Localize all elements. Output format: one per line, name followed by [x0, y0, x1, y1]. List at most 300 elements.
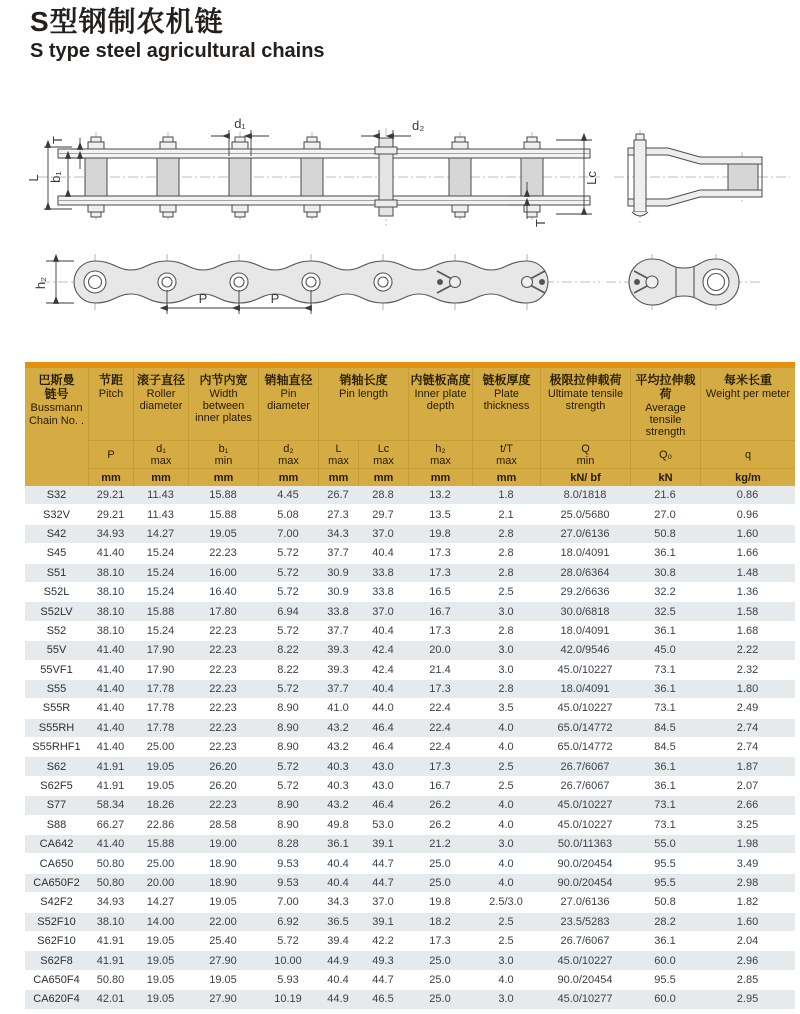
symbol: Q	[581, 442, 590, 455]
header-group-en: Inner plate depth	[414, 388, 467, 412]
header-symbol	[88, 440, 133, 468]
cell-q: 45.0/10227	[540, 699, 630, 718]
cell-d2: 8.90	[258, 719, 318, 738]
cell-t: 4.0	[472, 738, 540, 757]
cell-lc: 33.8	[358, 564, 408, 583]
cell-w: 1.82	[700, 893, 795, 912]
cell-b1: 28.58	[188, 816, 258, 835]
cell-d1: 22.86	[133, 816, 188, 835]
cell-t: 4.0	[472, 854, 540, 873]
header-group	[472, 368, 540, 440]
cell-no: S55	[25, 680, 88, 699]
cell-h2: 17.3	[408, 680, 472, 699]
header-unit: mm	[88, 468, 133, 486]
cell-d2: 5.08	[258, 505, 318, 524]
cell-q0: 60.0	[630, 951, 700, 970]
cell-b1: 15.88	[188, 505, 258, 524]
table-header	[25, 368, 795, 486]
header-group	[258, 368, 318, 440]
cell-lc: 42.2	[358, 932, 408, 951]
cell-q0: 36.1	[630, 544, 700, 563]
header-symbol	[318, 440, 358, 468]
cell-d2: 8.90	[258, 738, 318, 757]
cell-t: 2.8	[472, 680, 540, 699]
header-group	[540, 368, 630, 440]
cell-q0: 73.1	[630, 796, 700, 815]
cell-no: S55RHF1	[25, 738, 88, 757]
cell-q0: 95.5	[630, 971, 700, 990]
cell-q0: 28.2	[630, 913, 700, 932]
symbol-qualifier: max	[278, 454, 299, 467]
header-group-zh: 平均拉伸载荷	[635, 373, 696, 401]
header-group-zh: 节距	[98, 373, 123, 387]
cell-b1: 16.00	[188, 564, 258, 583]
cell-b1: 19.00	[188, 835, 258, 854]
cell-b1: 22.23	[188, 796, 258, 815]
cell-q: 45.0/10227	[540, 796, 630, 815]
offset-link-plan-view	[606, 254, 762, 310]
cell-b1: 18.90	[188, 854, 258, 873]
cell-q: 45.0/10227	[540, 951, 630, 970]
cell-d2: 8.90	[258, 796, 318, 815]
cell-t: 2.8	[472, 544, 540, 563]
table-row	[25, 486, 795, 505]
cell-w: 2.49	[700, 699, 795, 718]
cell-h2: 13.5	[408, 505, 472, 524]
cell-b1: 22.23	[188, 738, 258, 757]
cell-t: 4.0	[472, 874, 540, 893]
header-group-zh: 销轴直径	[264, 373, 313, 387]
cell-l: 39.3	[318, 641, 358, 660]
cell-q0: 84.5	[630, 738, 700, 757]
cell-lc: 44.7	[358, 854, 408, 873]
dim-label-b1: b₁	[48, 171, 63, 183]
cell-l: 26.7	[318, 486, 358, 505]
cell-b1: 27.90	[188, 990, 258, 1009]
cell-w: 2.95	[700, 990, 795, 1009]
cell-w: 1.36	[700, 583, 795, 602]
cell-h2: 13.2	[408, 486, 472, 505]
cell-l: 44.9	[318, 990, 358, 1009]
cell-w: 0.96	[700, 505, 795, 524]
table-row	[25, 893, 795, 912]
cell-w: 2.74	[700, 719, 795, 738]
cell-l: 40.4	[318, 971, 358, 990]
cell-w: 2.74	[700, 738, 795, 757]
cell-no: 55VF1	[25, 661, 88, 680]
cell-lc: 44.0	[358, 699, 408, 718]
cell-q: 90.0/20454	[540, 854, 630, 873]
header-group	[630, 368, 700, 440]
header-group	[700, 368, 795, 440]
table-row	[25, 738, 795, 757]
cell-w: 2.66	[700, 796, 795, 815]
header-unit: mm	[188, 468, 258, 486]
header-names-row	[25, 368, 795, 440]
cell-b1: 18.90	[188, 874, 258, 893]
cell-h2: 22.4	[408, 699, 472, 718]
header-unit: kN/ bf	[540, 468, 630, 486]
cell-w: 1.60	[700, 913, 795, 932]
header-group-zh: 内链板高度	[410, 373, 471, 387]
header-unit: mm	[358, 468, 408, 486]
cell-d2: 8.28	[258, 835, 318, 854]
cell-d1: 19.05	[133, 990, 188, 1009]
cell-lc: 40.4	[358, 622, 408, 641]
cell-l: 33.8	[318, 602, 358, 621]
cell-p: 41.91	[88, 951, 133, 970]
cell-t: 4.0	[472, 796, 540, 815]
cell-w: 3.49	[700, 854, 795, 873]
cell-b1: 22.23	[188, 680, 258, 699]
cell-h2: 25.0	[408, 990, 472, 1009]
chain-technical-drawing	[0, 100, 800, 355]
symbol-qualifier: max	[150, 454, 172, 467]
table-row	[25, 757, 795, 776]
cell-d2: 8.90	[258, 699, 318, 718]
header-group-zh: 极限拉伸载荷	[549, 373, 622, 387]
cell-no: CA642	[25, 835, 88, 854]
header-group-en: Average tensile strength	[645, 402, 686, 438]
cell-d2: 5.72	[258, 622, 318, 641]
cell-q0: 27.0	[630, 505, 700, 524]
cell-t: 3.5	[472, 699, 540, 718]
header-unit: mm	[408, 468, 472, 486]
cell-p: 38.10	[88, 622, 133, 641]
cell-d2: 4.45	[258, 486, 318, 505]
header-chain-no-zh: 链号	[44, 387, 69, 401]
cell-t: 1.8	[472, 486, 540, 505]
header-group-en: Weight per meter	[705, 388, 791, 400]
header-group-en: Plate thickness	[483, 388, 530, 412]
cell-q0: 36.1	[630, 932, 700, 951]
cell-q: 29.2/6636	[540, 583, 630, 602]
cell-no: S42F2	[25, 893, 88, 912]
cell-q0: 32.5	[630, 602, 700, 621]
cell-q0: 95.5	[630, 854, 700, 873]
header-symbol	[133, 440, 188, 468]
symbol-qualifier: max	[373, 454, 394, 467]
cell-d1: 15.24	[133, 622, 188, 641]
symbol: b₁	[218, 442, 229, 455]
cell-w: 3.25	[700, 816, 795, 835]
cell-h2: 26.2	[408, 816, 472, 835]
cell-d1: 15.88	[133, 602, 188, 621]
cell-h2: 17.3	[408, 564, 472, 583]
cell-no: S52L	[25, 583, 88, 602]
header-group	[318, 368, 408, 440]
cell-h2: 20.0	[408, 641, 472, 660]
cell-q: 45.0/10227	[540, 816, 630, 835]
header-group-zh: 滚子直径	[136, 373, 185, 387]
table-row	[25, 951, 795, 970]
header-group	[88, 368, 133, 440]
dim-label-L: L	[26, 174, 41, 182]
cell-q0: 95.5	[630, 874, 700, 893]
cell-h2: 26.2	[408, 796, 472, 815]
chain-plan-view	[40, 254, 600, 310]
cell-p: 38.10	[88, 564, 133, 583]
cell-w: 1.60	[700, 525, 795, 544]
header-symbols-row	[25, 440, 795, 468]
cell-no: CA650F4	[25, 971, 88, 990]
cell-l: 37.7	[318, 544, 358, 563]
table-row	[25, 583, 795, 602]
cell-h2: 19.8	[408, 893, 472, 912]
header-group-zh: 链板厚度	[482, 373, 531, 387]
cell-p: 38.10	[88, 602, 133, 621]
cell-d1: 19.05	[133, 757, 188, 776]
symbol-qualifier: max	[496, 454, 517, 467]
cell-no: S52F10	[25, 913, 88, 932]
cell-q: 45.0/10227	[540, 661, 630, 680]
cell-l: 30.9	[318, 583, 358, 602]
table-row	[25, 699, 795, 718]
cell-w: 2.96	[700, 951, 795, 970]
cell-h2: 25.0	[408, 874, 472, 893]
cell-p: 66.27	[88, 816, 133, 835]
header-group-zh: 每米长重	[723, 373, 772, 387]
cell-no: S77	[25, 796, 88, 815]
offset-link-side-view	[614, 130, 790, 224]
cell-l: 27.3	[318, 505, 358, 524]
cell-w: 1.66	[700, 544, 795, 563]
cell-d2: 6.92	[258, 913, 318, 932]
cell-h2: 17.3	[408, 757, 472, 776]
cell-b1: 15.88	[188, 486, 258, 505]
cell-lc: 53.0	[358, 816, 408, 835]
header-chain-no-en: Chain No. .	[28, 415, 85, 427]
table-row	[25, 564, 795, 583]
cell-w: 2.07	[700, 777, 795, 796]
cell-l: 40.4	[318, 854, 358, 873]
cell-q0: 50.8	[630, 525, 700, 544]
cell-h2: 16.7	[408, 777, 472, 796]
cell-q: 23.5/5283	[540, 913, 630, 932]
header-unit: mm	[472, 468, 540, 486]
cell-l: 40.3	[318, 757, 358, 776]
cell-l: 34.3	[318, 893, 358, 912]
cell-d2: 5.72	[258, 680, 318, 699]
cell-w: 0.86	[700, 486, 795, 505]
cell-lc: 46.4	[358, 738, 408, 757]
cell-d1: 19.05	[133, 971, 188, 990]
cell-b1: 22.23	[188, 622, 258, 641]
cell-p: 50.80	[88, 971, 133, 990]
cell-b1: 16.40	[188, 583, 258, 602]
symbol-qualifier: min	[214, 454, 233, 467]
cell-l: 43.2	[318, 738, 358, 757]
cell-d2: 9.53	[258, 874, 318, 893]
chain-spec-table	[25, 368, 795, 1010]
cell-lc: 40.4	[358, 544, 408, 563]
cell-b1: 22.23	[188, 544, 258, 563]
cell-q: 25.0/5680	[540, 505, 630, 524]
cell-q: 42.0/9546	[540, 641, 630, 660]
cell-d2: 7.00	[258, 893, 318, 912]
dim-label-P2: P	[270, 291, 280, 306]
cell-w: 1.98	[700, 835, 795, 854]
header-symbol	[472, 440, 540, 468]
cell-h2: 22.4	[408, 738, 472, 757]
table-row	[25, 796, 795, 815]
cell-q0: 36.1	[630, 680, 700, 699]
cell-d1: 19.05	[133, 932, 188, 951]
cell-t: 4.0	[472, 719, 540, 738]
symbol: L	[335, 442, 342, 455]
cell-p: 58.34	[88, 796, 133, 815]
cell-lc: 43.0	[358, 757, 408, 776]
cell-lc: 44.7	[358, 971, 408, 990]
cell-b1: 19.05	[188, 893, 258, 912]
cell-no: S52LV	[25, 602, 88, 621]
cell-d2: 5.72	[258, 932, 318, 951]
cell-h2: 22.4	[408, 719, 472, 738]
dim-label-h2: h₂	[33, 276, 48, 290]
cell-p: 29.21	[88, 505, 133, 524]
dim-label-T-bottom: T	[533, 219, 548, 227]
cell-l: 49.8	[318, 816, 358, 835]
cell-h2: 16.5	[408, 583, 472, 602]
cell-no: S62F10	[25, 932, 88, 951]
cell-l: 43.2	[318, 796, 358, 815]
table-row	[25, 622, 795, 641]
header-group-en: Pin length	[339, 388, 388, 400]
cell-q0: 50.8	[630, 893, 700, 912]
cell-p: 41.40	[88, 699, 133, 718]
cell-lc: 37.0	[358, 525, 408, 544]
symbol: d₁	[156, 442, 166, 455]
table-body	[25, 486, 795, 1010]
table-row	[25, 719, 795, 738]
table-row	[25, 661, 795, 680]
cell-lc: 37.0	[358, 602, 408, 621]
table-row	[25, 990, 795, 1009]
cell-no: CA650	[25, 854, 88, 873]
cell-p: 41.40	[88, 544, 133, 563]
cell-no: S88	[25, 816, 88, 835]
cell-lc: 29.7	[358, 505, 408, 524]
cell-d2: 7.00	[258, 525, 318, 544]
cell-d1: 14.27	[133, 525, 188, 544]
cell-l: 37.7	[318, 680, 358, 699]
cell-b1: 22.23	[188, 641, 258, 660]
cell-q: 65.0/14772	[540, 738, 630, 757]
cell-w: 2.22	[700, 641, 795, 660]
dim-label-P1: P	[198, 291, 208, 306]
header-group-zh: 销轴长度	[339, 373, 388, 387]
cell-lc: 42.4	[358, 641, 408, 660]
cell-q: 27.0/6136	[540, 893, 630, 912]
cell-d1: 19.05	[133, 951, 188, 970]
cell-b1: 22.00	[188, 913, 258, 932]
cell-p: 50.80	[88, 874, 133, 893]
cell-h2: 25.0	[408, 854, 472, 873]
cell-t: 2.5	[472, 757, 540, 776]
cell-h2: 17.3	[408, 622, 472, 641]
cell-no: S55RH	[25, 719, 88, 738]
cell-p: 41.40	[88, 738, 133, 757]
cell-q0: 21.6	[630, 486, 700, 505]
cell-p: 41.91	[88, 932, 133, 951]
cell-no: CA650F2	[25, 874, 88, 893]
symbol: h₂	[435, 442, 446, 455]
header-chain-no-zh: 巴斯曼	[38, 373, 75, 387]
cell-lc: 43.0	[358, 777, 408, 796]
symbol: P	[107, 448, 115, 461]
cell-q: 50.0/11363	[540, 835, 630, 854]
cell-l: 39.3	[318, 661, 358, 680]
header-unit: mm	[133, 468, 188, 486]
cell-lc: 44.7	[358, 874, 408, 893]
header-group-en: Roller diameter	[139, 388, 183, 412]
header-unit: kN	[630, 468, 700, 486]
cell-p: 34.93	[88, 525, 133, 544]
cell-l: 43.2	[318, 719, 358, 738]
cell-q: 30.0/6818	[540, 602, 630, 621]
cell-lc: 33.8	[358, 583, 408, 602]
cell-d1: 17.78	[133, 699, 188, 718]
header-unit: mm	[258, 468, 318, 486]
cell-q: 28.0/6364	[540, 564, 630, 583]
cell-no: 55V	[25, 641, 88, 660]
cell-h2: 25.0	[408, 971, 472, 990]
cell-p: 41.40	[88, 835, 133, 854]
cell-d2: 5.72	[258, 757, 318, 776]
cell-d1: 19.05	[133, 777, 188, 796]
cell-q0: 73.1	[630, 699, 700, 718]
header-unit: kg/m	[700, 468, 795, 486]
cell-q0: 36.1	[630, 622, 700, 641]
cell-w: 2.85	[700, 971, 795, 990]
cell-d2: 10.19	[258, 990, 318, 1009]
cell-q: 18.0/4091	[540, 622, 630, 641]
cell-w: 1.80	[700, 680, 795, 699]
table-row	[25, 641, 795, 660]
cell-d1: 15.24	[133, 583, 188, 602]
table-row	[25, 854, 795, 873]
cell-lc: 49.3	[358, 951, 408, 970]
cell-q: 27.0/6136	[540, 525, 630, 544]
table-row	[25, 505, 795, 524]
cell-q: 18.0/4091	[540, 544, 630, 563]
cell-d2: 5.72	[258, 777, 318, 796]
cell-b1: 27.90	[188, 951, 258, 970]
header-group-en: Width between inner plates	[195, 388, 252, 424]
cell-no: S62F5	[25, 777, 88, 796]
cell-t: 2.5	[472, 583, 540, 602]
cell-l: 30.9	[318, 564, 358, 583]
cell-d1: 18.26	[133, 796, 188, 815]
cell-d1: 11.43	[133, 486, 188, 505]
cell-w: 2.32	[700, 661, 795, 680]
cell-q0: 36.1	[630, 777, 700, 796]
cell-d1: 20.00	[133, 874, 188, 893]
cell-p: 38.10	[88, 913, 133, 932]
cell-q: 26.7/6067	[540, 757, 630, 776]
cell-q: 90.0/20454	[540, 874, 630, 893]
cell-no: S55R	[25, 699, 88, 718]
cell-q0: 55.0	[630, 835, 700, 854]
header-unit: mm	[318, 468, 358, 486]
cell-q: 90.0/20454	[540, 971, 630, 990]
cell-q: 26.7/6067	[540, 777, 630, 796]
cell-d2: 8.22	[258, 641, 318, 660]
cell-q: 45.0/10277	[540, 990, 630, 1009]
symbol-qualifier: max	[328, 454, 349, 467]
cell-h2: 19.8	[408, 525, 472, 544]
cell-t: 2.5	[472, 913, 540, 932]
